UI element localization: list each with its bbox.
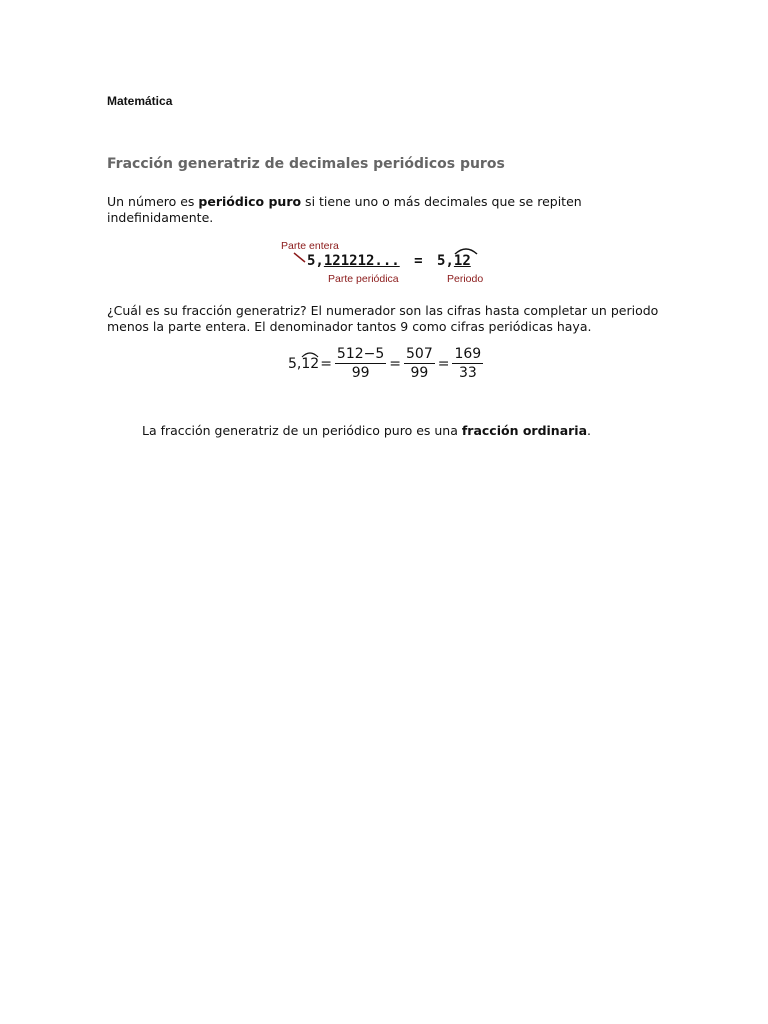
fraction-2	[404, 346, 435, 381]
intro-bold-term: periódico puro	[198, 194, 302, 209]
fraction-3-numerator: 169	[454, 346, 482, 362]
page-title: Fracción generatriz de decimales periódicos puros	[107, 156, 505, 172]
conclusion-bold-term: fracción ordinaria	[461, 423, 588, 438]
fraction-3-denominator: 33	[458, 365, 477, 381]
label-parte-entera: Parte entera	[281, 240, 339, 252]
integer-part: 5,	[307, 253, 324, 269]
rhs-period-digits: 12	[453, 253, 471, 269]
conclusion-text-before: La fracción generatriz de un periódico puro es una	[142, 423, 462, 438]
question-paragraph: ¿Cuál es su fracción generatriz? El numerador son las cifras hasta completar un periodo menos la parte entera. El denominador tantos 9 como cifras periódicas haya.	[107, 303, 659, 334]
formula-lhs-period-digits: 12	[301, 355, 320, 372]
fraction-1-numerator: 512−5	[336, 346, 385, 362]
formula-eq-1: =	[320, 355, 332, 372]
rhs-integer: 5,	[437, 253, 454, 269]
fraction-1	[335, 346, 386, 381]
period-arc-icon	[454, 247, 478, 255]
formula-lhs-period	[301, 356, 319, 372]
conclusion-text-after: .	[587, 423, 592, 438]
period-arc-icon	[301, 351, 319, 358]
intro-paragraph	[107, 194, 667, 226]
formula-eq-2: =	[389, 355, 402, 372]
rhs-period	[454, 253, 471, 269]
subject-header: Matemática	[107, 94, 173, 108]
fraction-2-numerator: 507	[406, 346, 433, 362]
formula-eq-3: =	[437, 355, 450, 372]
fraction-2-denominator: 99	[410, 365, 429, 381]
intro-text-before: Un número es	[107, 194, 199, 209]
generatrix-formula	[288, 346, 485, 381]
formula-lhs-integer: 5,	[288, 355, 302, 372]
intro-text-after: si tiene uno o más decimales que se repiten indefinidamente.	[107, 194, 582, 225]
fraction-3	[452, 346, 483, 381]
fraction-1-denominator: 99	[351, 365, 370, 381]
periodic-number-line	[307, 253, 471, 269]
label-parte-periodica: Parte periódica	[328, 273, 399, 285]
decimal-expansion: 121212...	[323, 253, 400, 269]
label-periodo: Periodo	[447, 273, 484, 285]
equals-sign: =	[414, 253, 423, 269]
conclusion-paragraph	[142, 423, 662, 439]
